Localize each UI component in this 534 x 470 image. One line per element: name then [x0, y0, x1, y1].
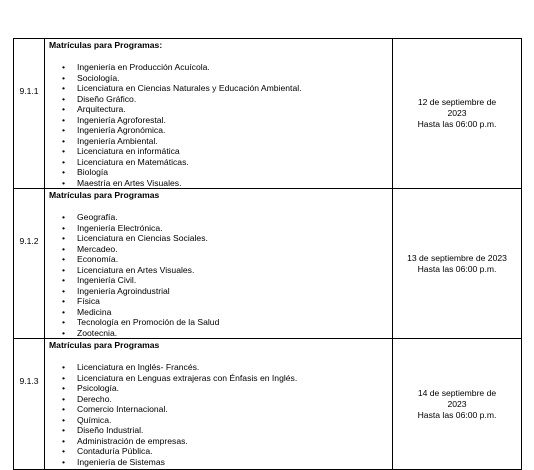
deadline-line: 2023 — [447, 398, 467, 409]
row-number-cell — [14, 39, 45, 189]
programs-heading: Matrículas para Programas: — [49, 40, 163, 50]
program-list-item: • Ingeniería Agroindustrial — [49, 286, 392, 297]
deadline-line: Hasta las 06:00 p.m. — [417, 263, 497, 274]
deadline-text — [393, 253, 521, 275]
program-list-item: • Maestría en Artes Visuales. — [49, 178, 392, 189]
programs-cell — [45, 189, 393, 339]
program-list-item: • Ingeniería Electrónica. — [49, 223, 392, 234]
table-row — [14, 339, 522, 470]
table-row — [14, 39, 522, 189]
deadline-cell — [393, 339, 522, 470]
program-list-item: • Diseño Gráfico. — [49, 94, 392, 105]
program-list-item: • Ingeniería Agroforestal. — [49, 115, 392, 126]
program-list-item: • Arquitectura. — [49, 104, 392, 115]
program-list-item: • Diseño Industrial. — [49, 425, 392, 436]
deadline-cell — [393, 189, 522, 339]
table-row — [14, 189, 522, 339]
row-number: 9.1.1 — [19, 85, 39, 96]
program-list-item: • Tecnología en Promoción de la Salud — [49, 317, 392, 328]
schedule-document — [13, 38, 522, 470]
program-list-item: • Licenciatura en Artes Visuales. — [49, 265, 392, 276]
program-list-item: • Administración de empresas. — [49, 436, 392, 447]
row-number-cell — [14, 339, 45, 470]
program-list-item: • Ingeniería en Producción Acuícola. — [49, 62, 392, 73]
deadline-line: Hasta las 06:00 p.m. — [417, 409, 497, 420]
deadline-line: 14 de septiembre de — [417, 387, 497, 398]
program-list-item: • Medicina — [49, 307, 392, 318]
deadline-text — [393, 97, 521, 130]
program-list-item: • Derecho. — [49, 394, 392, 405]
programs-heading: Matrículas para Programas — [49, 340, 160, 350]
program-list — [49, 362, 392, 467]
programs-heading: Matrículas para Programas — [49, 190, 160, 200]
programs-cell — [45, 39, 393, 189]
deadline-line: 13 de septiembre de 2023 — [407, 252, 507, 263]
program-list-item: • Ingeniería Agronómica. — [49, 125, 392, 136]
program-list-item: • Zootecnia. — [49, 328, 392, 339]
program-list-item: • Mercadeo. — [49, 244, 392, 255]
program-list-item: • Psicología. — [49, 383, 392, 394]
program-list-item: • Ingeniería Ambiental. — [49, 136, 392, 147]
deadline-cell — [393, 39, 522, 189]
program-list-item: • Licenciatura en Ciencias Naturales y Educación Ambiental. — [49, 83, 392, 94]
deadline-line: 12 de septiembre de — [417, 97, 497, 107]
program-list-item: • Ingeniería Civil. — [49, 275, 392, 286]
deadline-line: Hasta las 06:00 p.m. — [417, 119, 497, 129]
program-list-item: • Ingeniería de Sistemas — [49, 457, 392, 468]
program-list-item: • Contaduría Pública. — [49, 446, 392, 457]
program-list-item: • Licenciatura en informática — [49, 146, 392, 157]
programs-cell — [45, 339, 393, 470]
program-list-item: • Geografía. — [49, 212, 392, 223]
program-list — [49, 62, 392, 188]
row-number: 9.1.2 — [19, 235, 39, 246]
program-list-item: • Licenciatura en Inglés- Francés. — [49, 362, 392, 373]
program-list — [49, 212, 392, 338]
deadline-text — [393, 388, 521, 421]
row-number: 9.1.3 — [19, 376, 39, 386]
deadline-line: 2023 — [447, 108, 467, 118]
program-list-item: • Licenciatura en Matemáticas. — [49, 157, 392, 168]
row-number-cell — [14, 189, 45, 339]
program-list-item: • Licenciatura en Lenguas extrajeras con Énfasis en Inglés. — [49, 373, 392, 384]
program-list-item: • Biología — [49, 167, 392, 178]
enrollment-schedule-table — [13, 38, 522, 470]
program-list-item: • Economía. — [49, 254, 392, 265]
table-body — [14, 39, 522, 470]
program-list-item: • Licenciatura en Ciencias Sociales. — [49, 233, 392, 244]
program-list-item: • Comercio Internacional. — [49, 404, 392, 415]
program-list-item: • Física — [49, 296, 392, 307]
program-list-item: • Sociología. — [49, 73, 392, 84]
program-list-item: • Química. — [49, 415, 392, 426]
